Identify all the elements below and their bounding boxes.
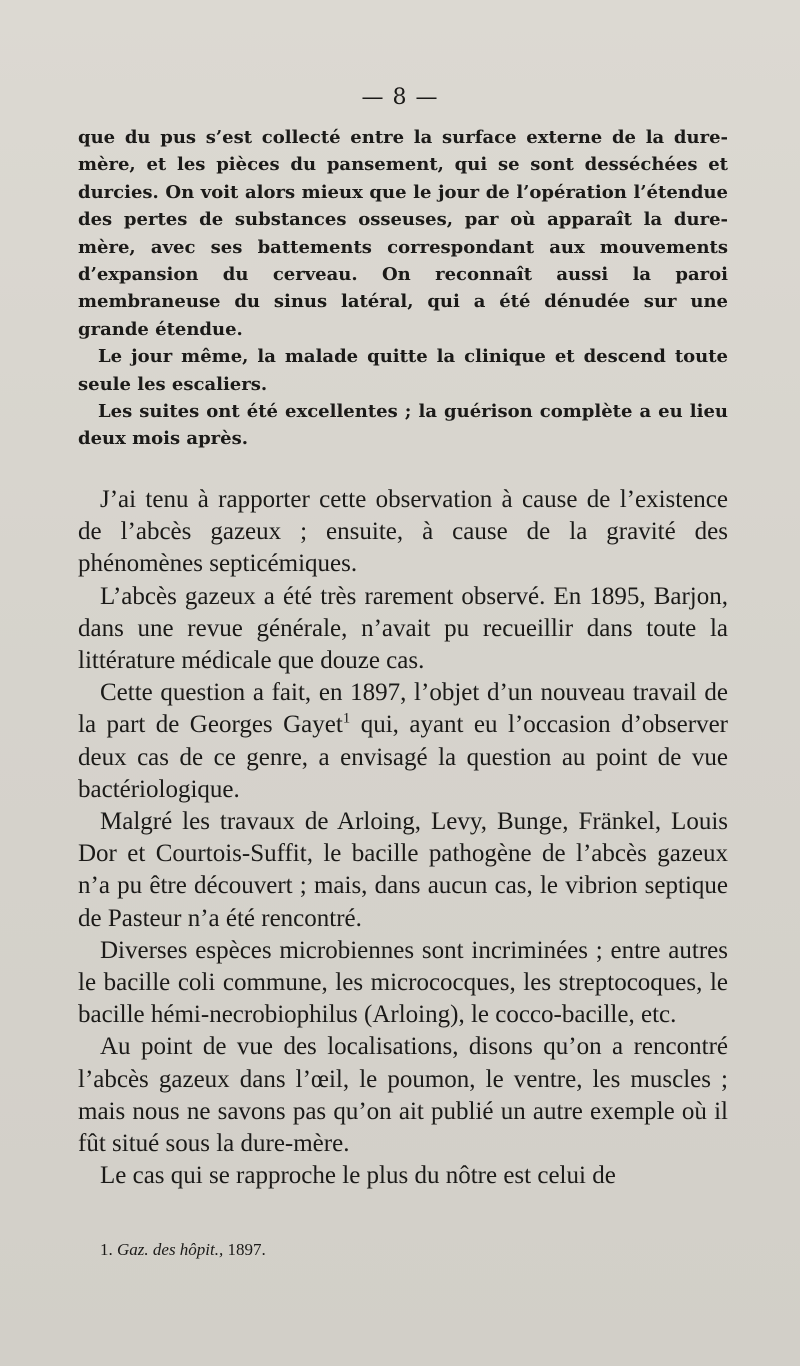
discussion-paragraph: Diverses espèces microbiennes sont incriminées ; entre autres le bacille coli commune, les micrococques, les streptocoques, le bacille hémi-necrobiophilus (Arloing), le cocco-bacille, etc. (78, 936, 728, 1029)
discussion-paragraph: J’ai tenu à rapporter cette observation à cause de l’existence de l’abcès gazeux ; ensuite, à cause de la gravité des phénomènes septicémiques. (78, 486, 728, 578)
footnote-marker: 1 (342, 711, 351, 728)
discussion-paragraph: Malgré les travaux de Arloing, Levy, Bunge, Fränkel, Louis Dor et Courtois-Suffit, le bacille pathogène de l’abcès gazeux n’a pu être découvert ; mais, dans aucun cas, le vibrion septique de Pasteur n’a été rencontré. (78, 808, 728, 932)
observation-paragraph: Le jour même, la malade quitte la clinique et descend toute seule les escaliers. (78, 346, 728, 395)
observation-paragraph: Les suites ont été excellentes ; la guérison complète a eu lieu deux mois après. (78, 401, 728, 450)
paragraph-text: qui, ayant eu l’occasion d’observer deux cas de ce genre, a envisagé la question au point de vue bactériologique. (78, 711, 729, 803)
footnote-source: Gaz. des hôpit., (117, 1240, 224, 1259)
footnote-number: 1. (100, 1240, 113, 1259)
observation-paragraph: que du pus s’est collecté entre la surface externe de la dure-mère, et les pièces du pansement, qui se sont desséchées et durcies. On voit alors mieux que le jour de l’opération l’étendue des pertes de substances osseuses, par où apparaît la dure-mère, avec ses battements correspondant aux mouvements d’expansion du cerveau. On reconnaît aussi la paroi membraneuse du sinus latéral, qui a été dénudée sur une grande étendue. (78, 127, 728, 340)
discussion-paragraph: Au point de vue des localisations, disons qu’on a rencontré l’abcès gazeux dans l’œil, le poumon, le ventre, les muscles ; mais nous ne savons pas qu’on ait publié un autre exemple où il fût situé sous la dure-mère. (78, 1033, 728, 1158)
observation-text-block (78, 124, 728, 453)
paragraph-text: Cette question a fait, en 1897, l’objet d’un nouveau travail de la part de Georges Gayet (78, 679, 728, 739)
discussion-paragraph: Le cas qui se rapproche le plus du nôtre est celui de (100, 1162, 616, 1190)
discussion-paragraph (78, 677, 728, 806)
footnote (100, 1240, 266, 1260)
discussion-text-block (78, 484, 728, 1192)
footnote-year: 1897. (223, 1240, 266, 1259)
discussion-paragraph: L’abcès gazeux a été très rarement observé. En 1895, Barjon, dans une revue générale, n’avait pu recueillir dans toute la littérature médicale que douze cas. (78, 582, 728, 675)
page-number: — 8 — (361, 85, 439, 110)
